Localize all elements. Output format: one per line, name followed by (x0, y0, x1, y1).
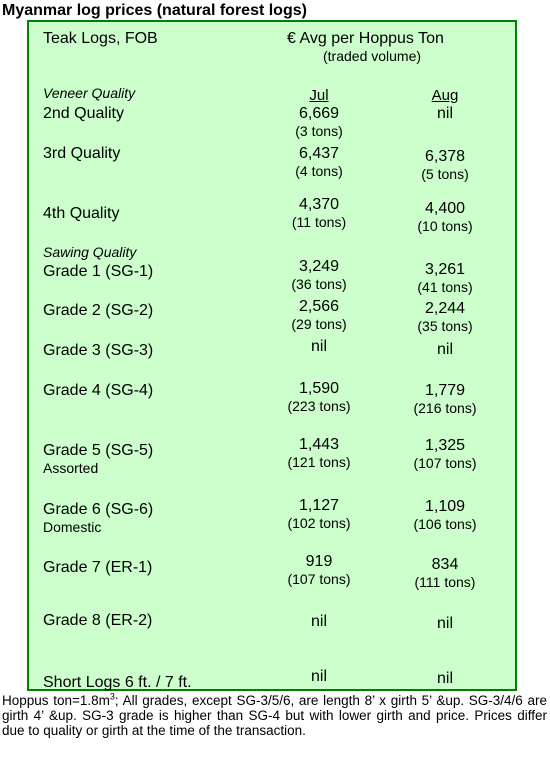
price-value: 4,370 (298, 196, 340, 213)
volume-value: (107 tons) (287, 571, 351, 587)
price-value: nil (310, 613, 327, 630)
column-header-price: € Avg per Hoppus Ton (287, 30, 444, 47)
price-value: 1,779 (424, 382, 466, 399)
cell-jul (249, 379, 389, 415)
column-header-price-sub: (traded volume) (323, 48, 422, 64)
cell-aug (375, 381, 515, 417)
section-label-veneer: Veneer Quality (43, 85, 136, 101)
volume-value: (223 tons) (287, 398, 351, 414)
row-sublabel: Domestic (43, 519, 102, 535)
volume-value: (35 tons) (417, 318, 473, 334)
row-label: 4th Quality (43, 205, 120, 222)
cell-jul (249, 297, 389, 333)
price-value: nil (310, 338, 327, 355)
price-value: nil (436, 341, 453, 358)
price-value: 6,437 (298, 145, 340, 162)
volume-value: (107 tons) (413, 455, 477, 471)
cell-aug (375, 497, 515, 533)
price-value: 3,261 (424, 261, 466, 278)
footnote (2, 693, 547, 738)
price-value: 1,127 (298, 497, 340, 514)
price-value: 1,109 (424, 498, 466, 515)
price-value: nil (310, 668, 327, 685)
price-value: 3,249 (298, 258, 340, 275)
volume-value: (106 tons) (413, 516, 477, 532)
row-label: Grade 2 (SG-2) (43, 302, 154, 319)
volume-value: (121 tons) (287, 454, 351, 470)
row-sublabel: Assorted (43, 460, 99, 476)
cell-aug (375, 199, 515, 235)
cell-aug (375, 299, 515, 335)
row-label: Grade 7 (ER-1) (43, 559, 153, 576)
volume-value: (41 tons) (417, 279, 473, 295)
volume-value: (3 tons) (295, 123, 343, 139)
page-title: Myanmar log prices (natural forest logs) (2, 2, 307, 19)
price-value: 834 (431, 556, 459, 573)
month-label: Aug (431, 87, 459, 104)
cell-jul (249, 435, 389, 471)
cell-jul (249, 612, 389, 631)
price-value: 1,590 (298, 380, 340, 397)
cell-jul (249, 257, 389, 293)
cell-jul (249, 195, 389, 231)
volume-value: (216 tons) (413, 400, 477, 416)
section-label-sawing: Sawing Quality (43, 244, 137, 260)
cell-aug (375, 669, 515, 688)
volume-value: (4 tons) (295, 163, 343, 179)
price-value: nil (436, 670, 453, 687)
price-value: 2,244 (424, 300, 466, 317)
volume-value: (102 tons) (287, 515, 351, 531)
price-value: nil (436, 615, 453, 632)
row-label: Grade 3 (SG-3) (43, 342, 154, 359)
volume-value: (5 tons) (421, 166, 469, 182)
row-label: Grade 8 (ER-2) (43, 612, 153, 629)
footnote-superscript: 3 (109, 691, 115, 702)
row-label: Grade 4 (SG-4) (43, 382, 154, 399)
volume-value: (10 tons) (417, 218, 473, 234)
price-value: nil (436, 105, 453, 122)
cell-aug (375, 555, 515, 591)
price-value: 4,400 (424, 200, 466, 217)
cell-jul (249, 104, 389, 140)
cell-aug (375, 614, 515, 633)
cell-aug (375, 104, 515, 123)
row-label: 2nd Quality (43, 105, 124, 122)
cell-jul (249, 337, 389, 356)
volume-value: (111 tons) (414, 574, 476, 590)
volume-value: (36 tons) (291, 276, 347, 292)
volume-value: (11 tons) (291, 214, 347, 230)
row-label: Short Logs 6 ft. / 7 ft. (43, 674, 192, 691)
cell-jul (249, 496, 389, 532)
cell-aug (375, 340, 515, 359)
month-header-aug (375, 87, 515, 104)
price-value: 1,325 (424, 437, 466, 454)
row-label: 3rd Quality (43, 145, 121, 162)
price-value: 1,443 (298, 436, 340, 453)
price-value: 6,669 (298, 105, 340, 122)
cell-aug (375, 147, 515, 183)
footnote-rest: ; All grades, except SG-3/5/6, are length 8’ x girth 5’ &up. SG-3/4/6 are girth 4’ &up. SG-3 grade is higher than SG-4 but with lower girth and price. Prices differ due to quality or girth at the time of the transaction. (2, 693, 547, 738)
month-header-jul (249, 87, 389, 104)
footnote-start: Hoppus ton=1.8m (2, 693, 110, 708)
row-label: Grade 6 (SG-6) (43, 501, 154, 518)
volume-value: (29 tons) (291, 316, 347, 332)
price-value: 2,566 (298, 298, 340, 315)
cell-aug (375, 436, 515, 472)
column-header-product: Teak Logs, FOB (43, 30, 158, 47)
price-value: 919 (305, 553, 333, 570)
row-label: Grade 5 (SG-5) (43, 442, 154, 459)
cell-aug (375, 260, 515, 296)
cell-jul (249, 552, 389, 588)
price-table-panel (27, 20, 517, 691)
month-label: Jul (309, 87, 329, 104)
cell-jul (249, 667, 389, 686)
cell-jul (249, 144, 389, 180)
price-value: 6,378 (424, 148, 466, 165)
row-label: Grade 1 (SG-1) (43, 263, 154, 280)
